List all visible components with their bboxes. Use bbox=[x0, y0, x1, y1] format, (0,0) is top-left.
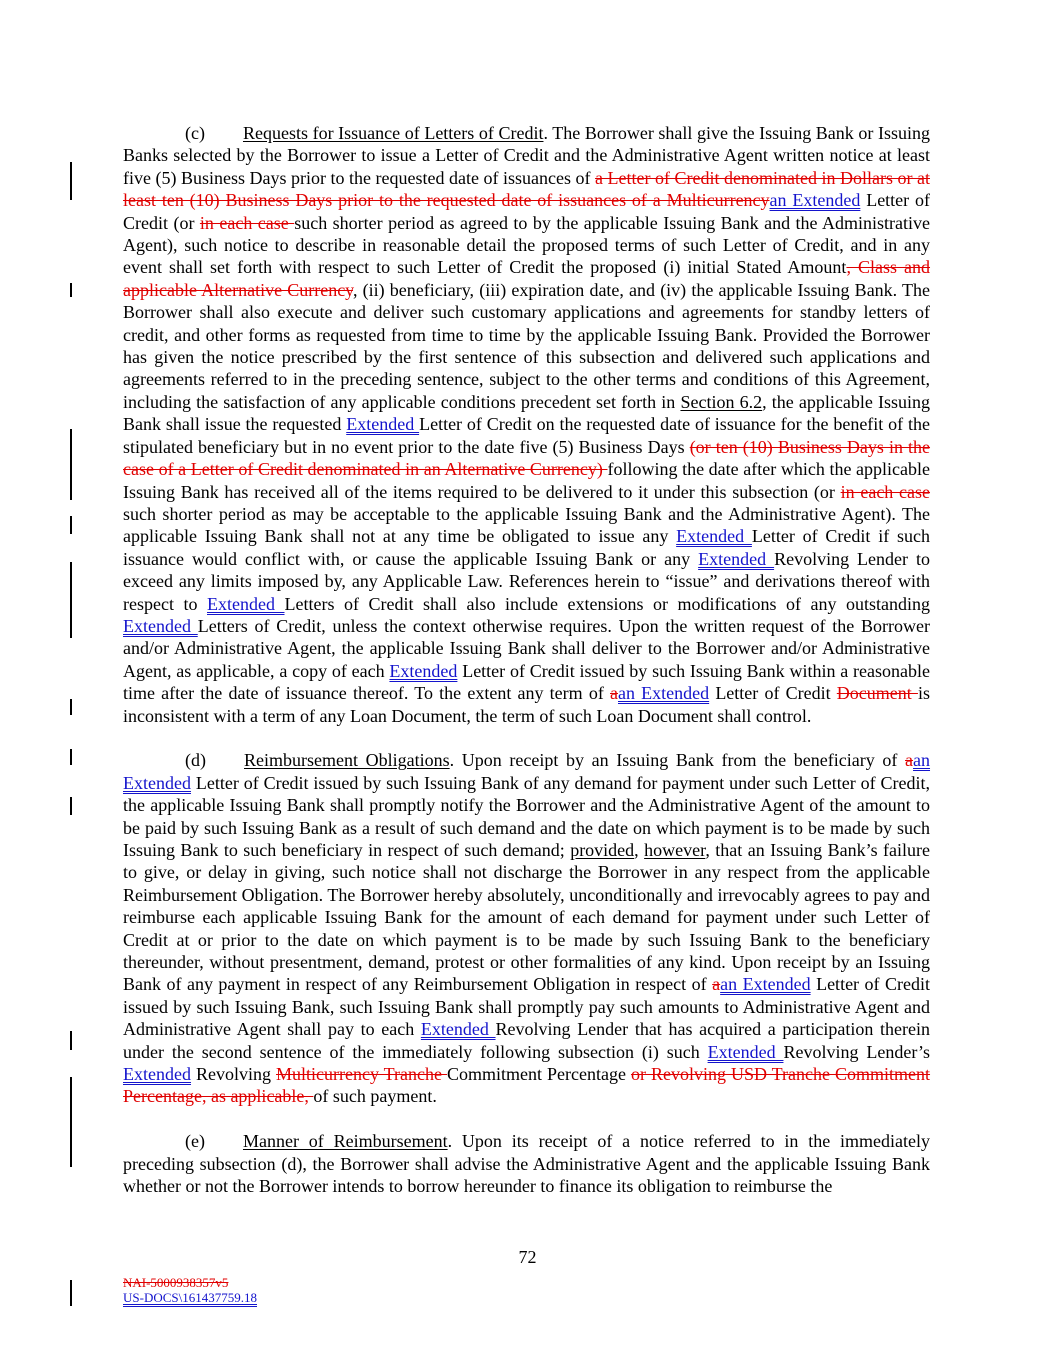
inserted-text: Extended bbox=[123, 1064, 191, 1085]
footer-line bbox=[123, 1291, 257, 1306]
paragraph-d bbox=[123, 749, 930, 1108]
inserted-text: US-DOCS\161437759.18 bbox=[123, 1289, 257, 1305]
body-text: following the date after which the applicable Issuing Bank has received all of the items required to be delivered to it under this subsection (or bbox=[123, 459, 930, 502]
change-bar bbox=[70, 562, 72, 638]
paragraph-label: (d) bbox=[185, 750, 206, 771]
body-text: Revolving Lender to exceed any limits imposed by, any Applicable Law. References herein to “issue” and derivations thereof with respect to bbox=[123, 548, 931, 614]
change-bar bbox=[70, 283, 72, 297]
change-bar bbox=[70, 516, 72, 534]
underlined-text: Reimbursement Obligations bbox=[244, 750, 450, 771]
body-text: Letter of Credit if such issuance would conflict with, or cause the applicable Issuing Bank or any bbox=[123, 526, 930, 569]
paragraph-c bbox=[123, 122, 930, 727]
body-text: , the applicable Issuing Bank shall issue the requested bbox=[123, 391, 930, 435]
deleted-text: a bbox=[712, 974, 721, 995]
body-text: Letters of Credit, unless the context otherwise requires. Upon the written request of the Borrower and/or Administrative Agent, the applicable Issuing Bank shall deliver to the Borrower and/or Administrative Agent, as applicable, a copy of each bbox=[123, 615, 931, 681]
inserted-text: Extended bbox=[707, 1041, 784, 1062]
body-text: , that an Issuing Bank’s failure to give, or delay in giving, such notice shall not discharge the Borrower in any respect from the applicable Reimbursement Obligation. The Borrower hereby absolutely, unconditionally and irrevocably agrees to pay and reimburse each applicable Issuing Bank for the amount of each demand for payment under such Letter of Credit at or prior to the date on which payment is to be made by such Issuing Bank to the beneficiary thereunder, without presentment, demand, protest or other formalities of any kind. Upon receipt by an Issuing Bank of any payment in respect of any Reimbursement Obligation in respect of bbox=[123, 839, 930, 995]
inserted-text: Extended bbox=[207, 593, 285, 614]
inserted-text: Extended bbox=[698, 548, 775, 569]
change-bar bbox=[70, 162, 72, 200]
deleted-text: in each case bbox=[840, 481, 930, 502]
deleted-text: a bbox=[610, 683, 618, 704]
deleted-text: Multicurrency Tranche bbox=[276, 1064, 447, 1085]
inserted-text: Extended bbox=[420, 1019, 496, 1040]
change-bar bbox=[70, 1280, 72, 1306]
underlined-text: Manner of Reimbursement bbox=[242, 1131, 448, 1152]
underlined-text: Requests for Issuance of Letters of Credit bbox=[242, 123, 544, 143]
change-bar bbox=[70, 797, 72, 815]
inserted-text: Extended bbox=[389, 660, 458, 681]
underlined-text: Section 6.2 bbox=[680, 391, 763, 412]
body-text: Revolving bbox=[190, 1064, 277, 1085]
deleted-text: (or ten (10) Business Days in the case of a Letter of Credit denominated in an Alternative Currency) bbox=[123, 436, 931, 480]
inserted-text: Extended bbox=[123, 615, 198, 636]
body-text: is inconsistent with a term of any Loan Document, the term of such Loan Document shall control. bbox=[123, 683, 930, 726]
change-bar bbox=[70, 699, 72, 715]
deleted-text: , Class and applicable Alternative Currency bbox=[123, 257, 931, 300]
document-footer bbox=[123, 1276, 257, 1305]
deleted-text: NAI-5000938357v5 bbox=[123, 1275, 229, 1290]
inserted-text: an Extended bbox=[769, 190, 861, 211]
body-text: Letters of Credit shall also include extensions or modifications of any outstanding bbox=[284, 593, 931, 614]
body-text: of such payment. bbox=[313, 1086, 437, 1107]
change-bar bbox=[70, 1031, 72, 1050]
inserted-text: an Extended bbox=[123, 750, 931, 793]
document-body bbox=[123, 122, 930, 1220]
paragraph-e bbox=[123, 1130, 930, 1197]
change-bar bbox=[70, 1077, 72, 1167]
body-text: , (ii) beneficiary, (iii) expiration date, and (iv) the applicable Issuing Bank. The Borrower shall also execute and deliver such customary applications and agreements for standby letters of credit, and other forms as requested from time to time by the applicable Issuing Bank. Provided the Borrower has given the notice prescribed by the first sentence of this subsection and delivered such applications and agreements referred to in the preceding sentence, subject to the other terms and conditions of this Agreement, including the satisfaction of any applicable conditions precedent set forth in bbox=[123, 279, 930, 412]
body-text: Commitment Percentage bbox=[447, 1064, 631, 1085]
change-bar bbox=[70, 429, 72, 500]
page-number: 72 bbox=[518, 1247, 537, 1267]
inserted-text: Extended bbox=[676, 526, 752, 547]
inserted-text: an Extended bbox=[720, 974, 811, 995]
body-text: . Upon its receipt of a notice referred to in the immediately preceding subsection (d), the Borrower shall advise the Administrative Agent and the applicable Issuing Bank whether or not the Borrower intends to borrow hereunder to finance its obligation to reimburse the bbox=[123, 1131, 931, 1197]
body-text: , bbox=[634, 839, 645, 860]
deleted-text: Document bbox=[836, 683, 918, 704]
body-text: Letter of Credit on the requested date of issuance for the benefit of the stipulated beneficiary but in no event prior to the date five (5) Business Days bbox=[123, 414, 930, 457]
deleted-text: in each case bbox=[199, 212, 295, 233]
body-text: such shorter period as agreed to by the applicable Issuing Bank and the Administrative Agent), such notice to describe in reasonable detail the proposed terms of such Letter of Credit, and in any event shall set forth with respect to such Letter of Credit the proposed (i) initial Stated Amount bbox=[123, 212, 930, 278]
body-text: Revolving Lender that has acquired a participation therein under the second sentence of the immediately following subsection (i) such bbox=[123, 1019, 930, 1062]
body-text: Letter of Credit issued by such Issuing Bank within a reasonable time after the date of issuance thereof. To the extent any term of bbox=[123, 660, 930, 704]
body-text: Letter of Credit (or bbox=[123, 190, 930, 233]
inserted-text: an Extended bbox=[618, 683, 710, 704]
body-text: . The Borrower shall give the Issuing Bank or Issuing Banks selected by the Borrower to issue a Letter of Credit and the Administrative Agent written notice at least five (5) Business Days prior to the requested date of issuances of bbox=[123, 123, 930, 188]
body-text: . Upon receipt by an Issuing Bank from the beneficiary of bbox=[449, 750, 906, 771]
inserted-text: Extended bbox=[346, 414, 420, 435]
deleted-text: a bbox=[905, 750, 914, 771]
body-text: Revolving Lender’s bbox=[783, 1041, 930, 1062]
footer-line bbox=[123, 1276, 257, 1291]
paragraph-label: (c) bbox=[185, 123, 205, 143]
deleted-text: or Revolving USD Tranche Commitment Percentage, as applicable, bbox=[123, 1064, 931, 1107]
underlined-text: however bbox=[644, 839, 706, 860]
body-text: Letter of Credit issued by such Issuing Bank, such Issuing Bank shall promptly pay such amounts to Administrative Agent and Administrative Agent shall pay to each bbox=[123, 974, 930, 1040]
underlined-text: provided bbox=[570, 839, 635, 860]
paragraph-label: (e) bbox=[185, 1131, 205, 1152]
deleted-text: a Letter of Credit denominated in Dollars or at least ten (10) Business Days prior to the requested date of issuances of a Multicurrency bbox=[123, 167, 930, 211]
body-text: Letter of Credit bbox=[709, 683, 837, 704]
change-bar bbox=[70, 749, 72, 765]
body-text: Letter of Credit issued by such Issuing Bank of any demand for payment under such Letter of Credit, the applicable Issuing Bank shall promptly notify the Borrower and the Administrative Agent of the amount to be paid by such Issuing Bank as a result of such demand and the date on which payment is to be made by such Issuing Bank to such beneficiary in respect of such demand; bbox=[123, 772, 930, 860]
body-text: such shorter period as may be acceptable to the applicable Issuing Bank and the Administrative Agent). The applicable Issuing Bank shall not at any time be obligated to issue any bbox=[123, 503, 930, 547]
